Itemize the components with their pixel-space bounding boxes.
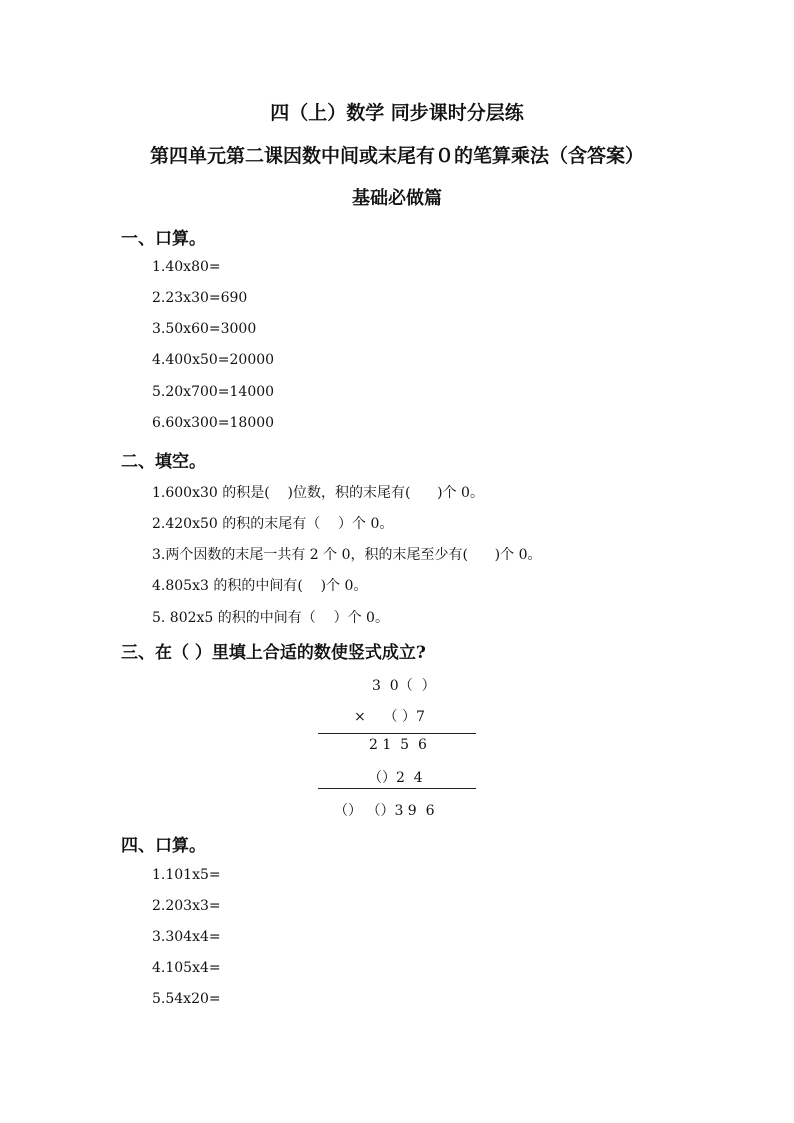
section-4-item: 2.203x3=: [152, 898, 221, 914]
section-2-item: 2.420x50 的积的末尾有（ ）个 0。: [152, 516, 394, 532]
section-2-item: 5. 802x5 的积的中间有（ ）个 0。: [152, 610, 389, 626]
partial-product-row-1: 2 1 5 6: [369, 737, 427, 753]
section-2-item: 1.600x30 的积是( )位数，积的末尾有( )个 0。: [152, 485, 484, 501]
section-1-item: 2.23x30=690: [152, 290, 248, 306]
section-2-item: 3.两个因数的末尾一共有 2 个 0，积的末尾至少有( )个 0。: [152, 547, 542, 563]
section-1-item: 1.40x80=: [152, 259, 221, 275]
section-4-heading: 四、口算。: [121, 836, 206, 856]
multiplier-row: × （ ）7: [354, 709, 425, 725]
level-heading: 基础必做篇: [352, 188, 442, 209]
section-4-item: 1.101x5=: [152, 867, 221, 883]
multiplicand-row: 3 0（ ）: [372, 678, 436, 694]
section-1-item: 6.60x300=18000: [152, 415, 275, 431]
divider-line: [318, 788, 476, 789]
section-4-item: 4.105x4=: [152, 960, 221, 976]
partial-product-row-2: （）2 4: [368, 770, 423, 786]
section-1-item: 3.50x60=3000: [152, 321, 257, 337]
section-1-heading: 一、口算。: [121, 229, 206, 249]
page-subtitle: 第四单元第二课因数中间或末尾有０的笔算乘法（含答案）: [149, 145, 644, 167]
section-4-item: 3.304x4=: [152, 929, 221, 945]
divider-line: [318, 733, 476, 734]
section-4-item: 5.54x20=: [152, 991, 221, 1007]
product-row: （） （）3 9 6: [334, 803, 435, 819]
section-1-item: 4.400x50=20000: [152, 352, 275, 368]
page-title: 四（上）数学 同步课时分层练: [270, 102, 524, 124]
section-3-heading: 三、在（ ）里填上合适的数使竖式成立?: [121, 643, 426, 663]
section-1-item: 5.20x700=14000: [152, 384, 275, 400]
section-2-heading: 二、填空。: [121, 452, 206, 472]
section-2-item: 4.805x3 的积的中间有( )个 0。: [152, 578, 368, 594]
